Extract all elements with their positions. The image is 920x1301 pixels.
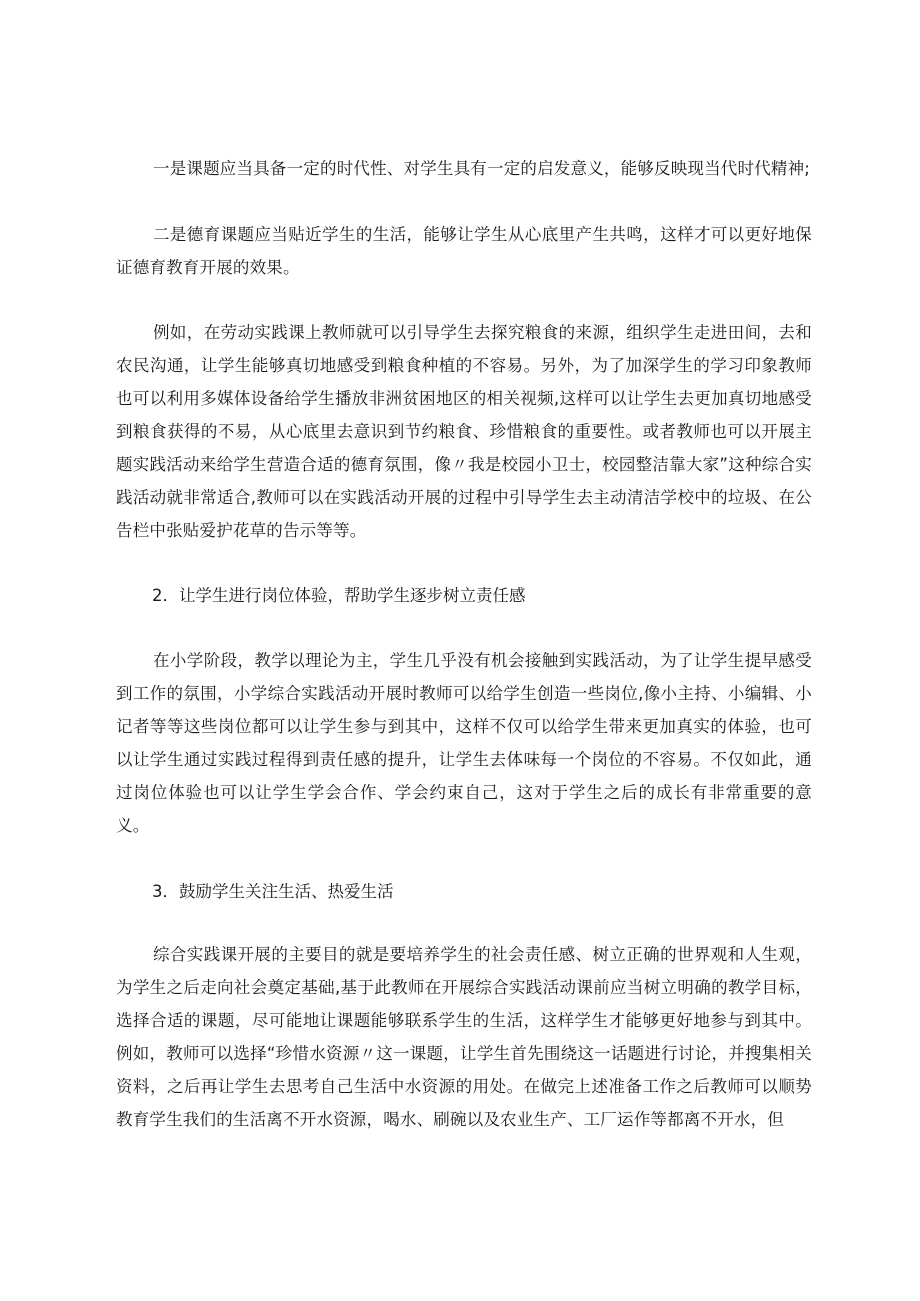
paragraph-job-experience: 在小学阶段，教学以理论为主，学生几乎没有机会接触到实践活动，为了让学生提早感受到工作的氛围，小学综合实践活动开展时教师可以给学生创造一些岗位,像小主持、小编辑、小记者等等这些岗位都可以让学生参与到其中，这样不仅可以给学生带来更加真实的体验，也可以让学生通过实践过程得到责任感的提升，让学生去体味每一个岗位的不容易。不仅如此，通过岗位体验也可以让学生学会合作、学会约束自己，这对于学生之后的成长有非常重要的意义。 — [116, 651, 812, 835]
paragraph-labor-example: 例如，在劳动实践课上教师就可以引导学生去探究粮食的来源，组织学生走进田间，去和农民沟通，让学生能够真切地感受到粮食种植的不容易。另外，为了加深学生的学习印象教师也可以利用多媒体设备给学生播放非洲贫困地区的相关视频,这样可以让学生去更加真切地感受到粮食获得的不易，从心底里去意识到节约粮食、珍惜粮食的重要性。或者教师也可以开展主题实践活动来给学生营造合适的德育氛围，像〃我是校园小卫士，校园整洁靠大家”这种综合实践活动就非常适合,教师可以在实践活动开展的过程中引导学生去主动清洁学校中的垃圾、在公告栏中张贴爱护花草的告示等等。 — [116, 323, 812, 540]
paragraph-topic-life: 二是德育课题应当贴近学生的生活，能够让学生从心底里产生共鸣，这样才可以更好地保证德育教育开展的效果。 — [116, 225, 812, 277]
paragraph-topic-era: 一是课题应当具备一定的时代性、对学生具有一定的启发意义，能够反映现当代时代精神; — [153, 159, 811, 178]
section-heading-3: 3．鼓励学生关注生活、热爱生活 — [152, 882, 394, 901]
section-heading-2: 2．让学生进行岗位体验，帮助学生逐步树立责任感 — [152, 586, 526, 605]
paragraph-love-life: 综合实践课开展的主要目的就是要培养学生的社会责任感、树立正确的世界观和人生观，为学生之后走向社会奠定基础,基于此教师在开展综合实践活动课前应当树立明确的教学目标，选择合适的课题，尽可能地让课题能够联系学生的生活，这样学生才能够更好地参与到其中。例如，教师可以选择“珍惜水资源〃这一课题，让学生首先围绕这一话题进行讨论，并搜集相关资料，之后再让学生去思考自己生活中水资源的用处。在做完上述准备工作之后教师可以顺势教育学生我们的生活离不开水资源，喝水、刷碗以及农业生产、工厂运作等都离不开水，但 — [116, 945, 812, 1129]
